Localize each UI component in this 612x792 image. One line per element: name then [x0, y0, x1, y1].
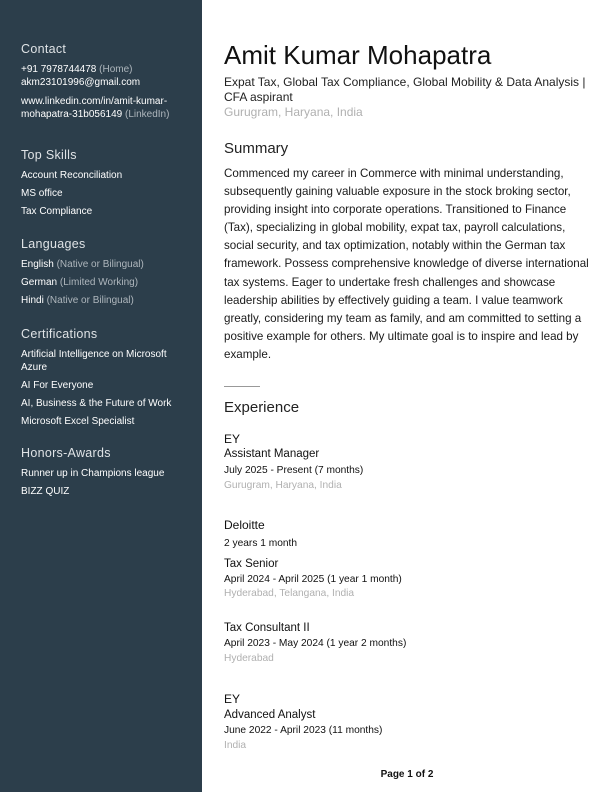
language-name: English [21, 259, 54, 270]
language-level: (Limited Working) [59, 277, 139, 288]
linkedin-url-line1: www.linkedin.com/in/amit-kumar- [21, 96, 168, 107]
job-title: Assistant Manager [224, 448, 320, 460]
skill-item: Tax Compliance [21, 206, 93, 217]
language-item [21, 258, 191, 271]
company-name: Deloitte [224, 518, 265, 532]
linkedin-type: (LinkedIn) [124, 109, 170, 120]
certification-item: AI For Everyone [21, 380, 94, 391]
summary-text: Commenced my career in Commerce with minimal understanding, subsequently gaining valuable exposure in the stock broking sector, providing insight into corporate operations. Transitioned to Finance (Tax), specializing in global mobility, expat tax, payroll calculations, social security, and tax optimization, notably within the German tax framework. Possess comprehensive knowledge of diverse international tax systems. Eager to undertake fresh challenges and showcase leadership abilities by effectively guiding a team. I value teamwork greatly, considering my team as family, and am committed to setting a positive example for others. My ultimate goal is to inspire and lead by example. [224, 167, 589, 361]
honor-item: Runner up in Champions league [21, 468, 165, 479]
job-dates: July 2025 - Present (7 months) [224, 465, 364, 476]
job-location: Hyderabad, Telangana, India [224, 588, 355, 599]
certification-item: Microsoft Excel Specialist [21, 416, 135, 427]
page-number: Page 1 of 2 [380, 769, 434, 780]
top-skills-section [21, 148, 191, 223]
phone-number: +91 7978744478 [21, 64, 97, 75]
linkedin-url-line2: mohapatra-31b056149 [21, 109, 123, 120]
job-title: Tax Senior [224, 558, 279, 570]
languages-section [21, 237, 191, 312]
job-location: Hyderabad [224, 653, 274, 664]
phone [21, 63, 191, 76]
certification-item: AI, Business & the Future of Work [21, 398, 172, 409]
language-item [21, 294, 191, 307]
company-total-duration: 2 years 1 month [224, 538, 298, 549]
job-dates: April 2023 - May 2024 (1 year 2 months) [224, 638, 407, 649]
experience-title: Experience [224, 399, 300, 416]
phone-type: (Home) [99, 64, 133, 75]
company-name: EY [224, 432, 241, 446]
language-level: (Native or Bilingual) [46, 295, 134, 306]
contact-section [21, 42, 191, 121]
honors-section [21, 446, 191, 503]
language-level: (Native or Bilingual) [56, 259, 144, 270]
job-dates: April 2024 - April 2025 (1 year 1 month) [224, 574, 402, 585]
certifications-heading: Certifications [21, 327, 98, 341]
honors-heading: Honors-Awards [21, 446, 111, 460]
job-title: Tax Consultant II [224, 622, 310, 634]
honor-item: BIZZ QUIZ [21, 486, 70, 497]
top-skills-heading: Top Skills [21, 148, 77, 162]
profile-headline: Expat Tax, Global Tax Compliance, Global Mobility & Data Analysis | CFA aspirant [224, 75, 586, 104]
skill-item: MS office [21, 188, 63, 199]
language-name: German [21, 277, 58, 288]
profile-name: Amit Kumar Mohapatra [224, 40, 492, 70]
profile-location: Gurugram, Haryana, India [224, 105, 363, 119]
language-name: Hindi [21, 295, 44, 306]
job-location: India [224, 740, 247, 751]
skill-item: Account Reconciliation [21, 170, 123, 181]
company-name: EY [224, 692, 241, 706]
sidebar [0, 0, 202, 792]
summary-title: Summary [224, 140, 289, 157]
job-location: Gurugram, Haryana, India [224, 480, 342, 491]
certification-item: Artificial Intelligence on Microsoft Azure [21, 349, 167, 373]
email[interactable]: akm23101996@gmail.com [21, 77, 141, 88]
contact-heading: Contact [21, 42, 67, 56]
job-title: Advanced Analyst [224, 709, 316, 721]
languages-heading: Languages [21, 237, 86, 251]
language-item [21, 276, 191, 289]
certifications-section [21, 327, 191, 433]
linkedin-link[interactable] [21, 95, 191, 121]
job-dates: June 2022 - April 2023 (11 months) [224, 725, 383, 736]
section-divider [224, 386, 260, 387]
